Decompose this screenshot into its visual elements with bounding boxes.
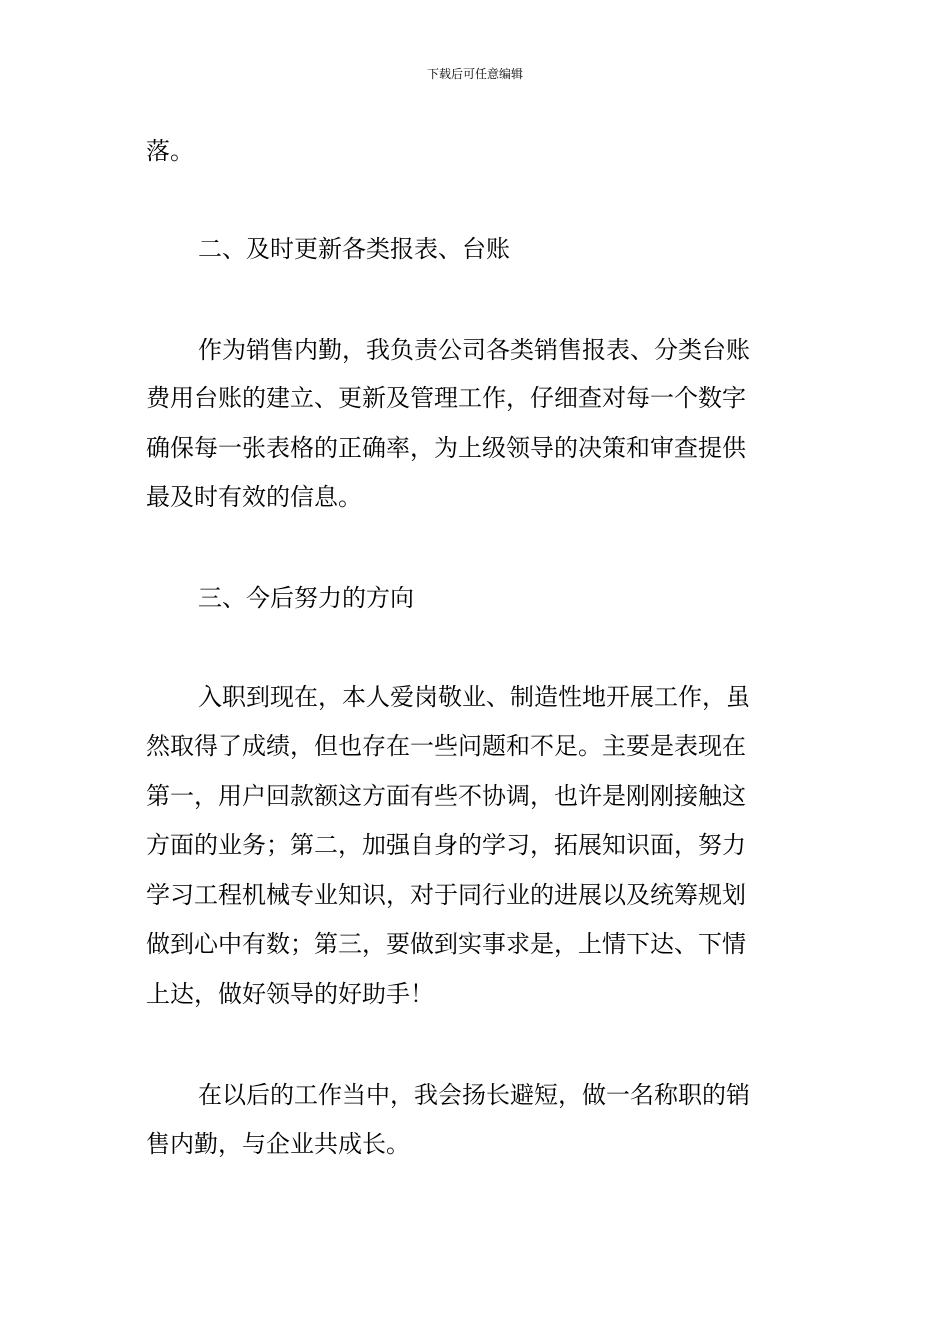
paragraph-line: 做到心中有数；第三，要做到实事求是，上情下达、下情 bbox=[146, 930, 746, 958]
text-line: 落。 bbox=[146, 137, 194, 165]
paragraph-line: 费用台账的建立、更新及管理工作，仔细查对每一个数字 bbox=[146, 384, 746, 412]
paragraph-line: 方面的业务；第二，加强自身的学习，拓展知识面，努力 bbox=[146, 831, 746, 859]
paragraph-line: 入职到现在，本人爱岗敬业、制造性地开展工作，虽 bbox=[198, 683, 750, 711]
section-heading: 三、今后努力的方向 bbox=[198, 584, 414, 612]
paragraph-line: 作为销售内勤，我负责公司各类销售报表、分类台账 bbox=[198, 336, 750, 364]
paragraph-line: 最及时有效的信息。 bbox=[146, 483, 362, 511]
paragraph-line: 然取得了成绩，但也存在一些问题和不足。主要是表现在 bbox=[146, 732, 746, 760]
section-heading: 二、及时更新各类报表、台账 bbox=[198, 235, 510, 263]
paragraph-line: 确保每一张表格的正确率，为上级领导的决策和审查提供 bbox=[146, 434, 746, 462]
page-header: 下载后可任意编辑 bbox=[426, 67, 523, 81]
paragraph-line: 售内勤，与企业共成长。 bbox=[146, 1130, 410, 1158]
paragraph-line: 学习工程机械专业知识，对于同行业的进展以及统筹规划 bbox=[146, 881, 746, 909]
paragraph-line: 上达，做好领导的好助手！ bbox=[146, 980, 434, 1008]
paragraph-line: 第一，用户回款额这方面有些不协调，也许是刚刚接触这 bbox=[146, 782, 746, 810]
paragraph-line: 在以后的工作当中，我会扬长避短，做一名称职的销 bbox=[198, 1081, 750, 1109]
